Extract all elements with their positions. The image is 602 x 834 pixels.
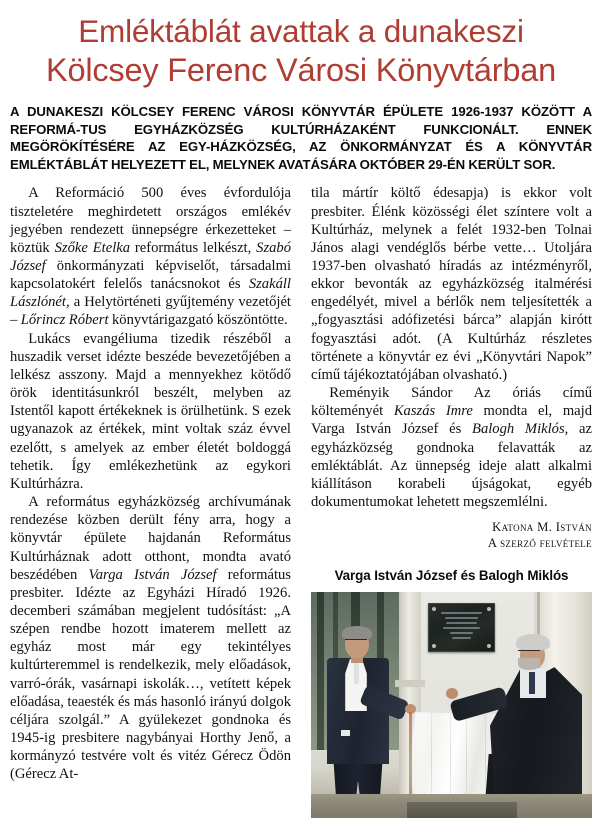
- person-right-hair: [516, 634, 550, 650]
- right-column: [311, 184, 592, 834]
- plaque-screw-top-left: [432, 607, 436, 611]
- byline: [311, 520, 592, 551]
- step: [407, 802, 517, 818]
- article-page: [0, 12, 602, 783]
- article-lead: A DUNAKESZI KÖLCSEY FERENC VÁROSI KÖNYVTÁR ÉPÜLETE 1926-1937 KÖZÖTT A REFORMÁ-TUS EGYHÁZKÖZSÉG KULTÚRHÁZAKÉNT FUNKCIONÁLT. ENNEK MEGÖRÖKÍTÉSÉRE AZ EGY-HÁZKÖZSÉG, AZ ÖNKORMÁNYZAT ÉS A KÖNYVTÁR EMLÉKTÁBLÁT HELYEZETT EL, MELYNEK AVATÁSÁRA OKTÓBER 29-ÉN KERÜLT SOR.: [10, 104, 592, 172]
- article-columns: [10, 184, 592, 834]
- photo-scene: [311, 592, 592, 818]
- person-right-tie: [529, 672, 535, 694]
- paragraph-2: Lukács evangéliuma tizedik részéből a huszadik verset idézte beszéde bevezetőjében a lelkész asszony. Majd a mennyekhez kötődő örök identitásunkról beszélt, melyben az Istentől kapott értékeknek is örülhetünk. S ezek ugyanazok az értékek, mint voltak száz évvel ezelőtt, s amelyek az ember életét boldoggá tehetik. Így emlékezhetünk az egykori Kultúrházra.: [10, 330, 291, 492]
- plaque-screw-bottom-left: [432, 644, 436, 648]
- paragraph-3: A református egyházközség archívumának rendezése közben derült fény arra, hogy a könyvtár épülete hajdanán Református Kultúrháznak adott otthont, mondta avató beszédében Varga István József református presbiter. Idézte az Egyházi Híradó 1926. decemberi számában megjelent tudósítást: „A szépen rendbe hozott imaterem mellett az egyház most már egy tekintélyes kultúrteremmel is rendelkezik, mely előadások, varró-órák, vasárnapi iskolák…, vetített képek előadása, teaesték és más hasonló irányú dolgok céljára szolgál.” A gyülekezet gondnoka és 1945-ig presbitere nagybányai Horthy Jenő, a kormányzó testvére volt és vitéz Gérecz Ödön (Gérecz At-: [10, 494, 291, 783]
- photo-caption: Varga István József és Balogh Miklós: [334, 568, 569, 583]
- person-left: [317, 626, 411, 818]
- article-photo: [311, 592, 592, 818]
- person-left-tie: [354, 662, 359, 684]
- person-right-beard: [518, 658, 540, 670]
- person-right-hand: [446, 688, 458, 699]
- headline-line-2: Kölcsey Ferenc Városi Könyvtárban: [45, 52, 557, 88]
- headline-line-1: Emléktáblát avattak a dunakeszi: [78, 13, 524, 49]
- plaque-screw-top-right: [487, 607, 491, 611]
- paragraph-1: A Reformáció 500 éves évfordulója tiszteletére meghirdetett országos emlékév jegyében rendezett ünnepségre érkezetteket – köztük Szőke Etelka református lelkészt, Szabó József önkormányzati képviselőt, társadalmi kapcsolatokért felelős tanácsnokot és Szakáll Lászlónét, a Helytörténeti gyűjtemény vezetőjét – Lőrincz Róbert könyvtárigazgató köszöntötte.: [10, 185, 292, 329]
- byline-credit: A szerző felvétele: [487, 535, 592, 550]
- left-column: [10, 184, 291, 783]
- person-left-hair: [342, 626, 372, 640]
- person-left-pocket-square: [341, 730, 350, 736]
- person-right: [474, 634, 586, 818]
- paragraph-4: tila mártír költő édesapja) is ekkor volt presbiter. Élénk közösségi élet színtere volt a Kultúrház, melynek a felét 1932-ben Tolnai János alagi vendéglős bérbe vette… Utoljára 1937-ben olvasható híradás az intézményről, ekkor bevonták az egyházközség italmérési engedélyét, mivel a bérlők nem teljesítették a „fogyasztási adófizetési bárca” alapján kirótt fogyasztási adót. (A Kultúrház részletes története a könyvtár ez évi „Könyvtári Napok” című tájékoztatójában olvasható.): [311, 185, 592, 383]
- page-title: [10, 12, 592, 90]
- byline-author: Katona M. István: [492, 520, 592, 535]
- paragraph-5: Reményik Sándor Az óriás című költeményét Kaszás Imre mondta el, majd Varga István József és Balogh Miklós, az egyházközség gondnoka felavatták az emléktáblát. Az ünnepség ideje alatt alkalmi kiállításon korabeli újságokat, egyéb dokumentumokat lehetett megszemlélni.: [311, 385, 592, 511]
- person-right-glasses: [518, 650, 540, 654]
- person-left-glasses: [345, 639, 367, 643]
